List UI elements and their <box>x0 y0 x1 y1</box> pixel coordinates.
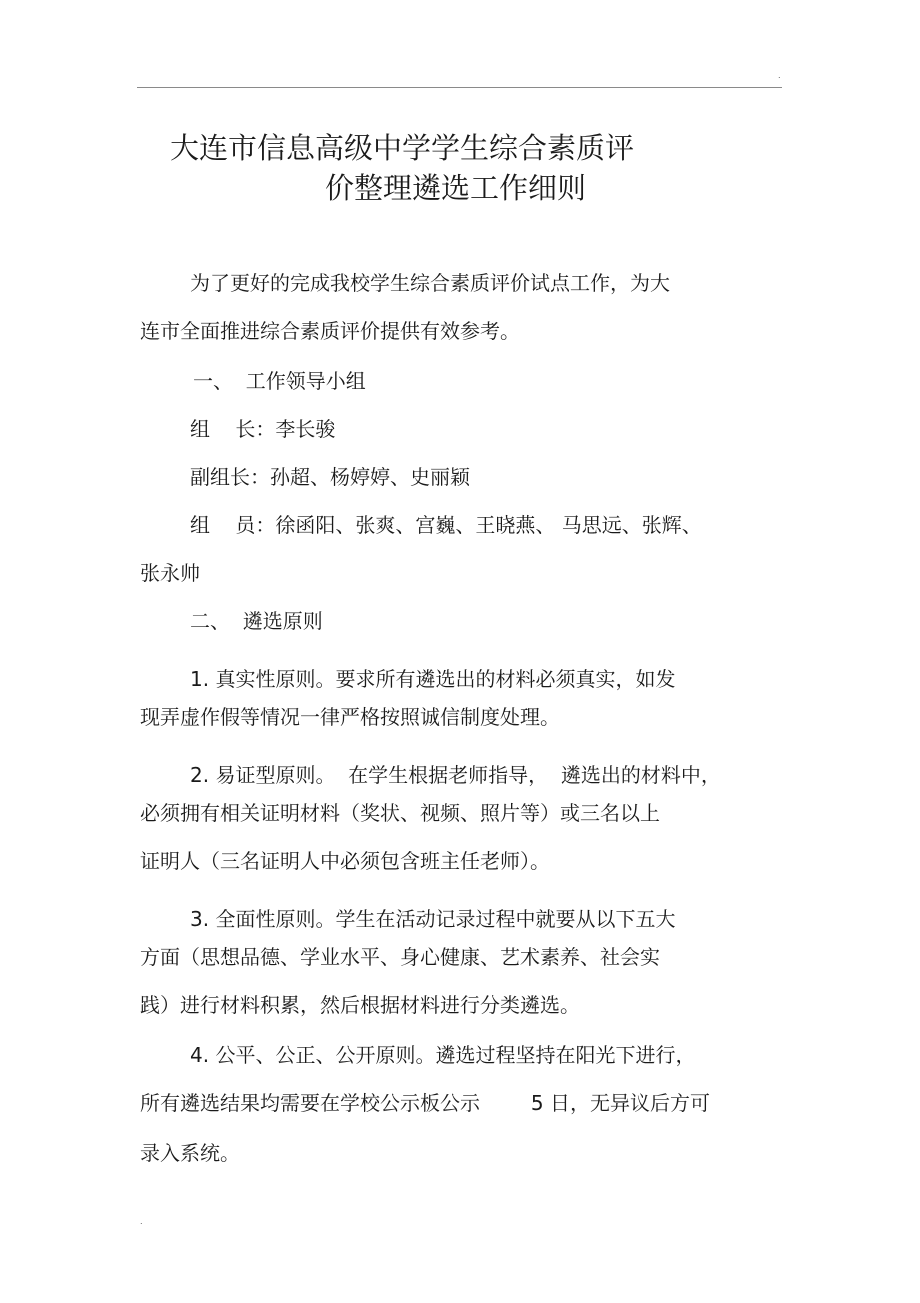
principle-4-line-2: 所有遴选结果均需要在学校公示板公示 5 日，无异议后方可 <box>140 1091 710 1115</box>
principle-2-line-2: 必须拥有相关证明材料（奖状、视频、照片等）或三名以上 <box>140 801 660 825</box>
members-line-2: 张永帅 <box>140 561 200 585</box>
principle-2-line-1: 2. 易证型原则。 在学生根据老师指导， 遴选出的材料中， <box>190 763 721 787</box>
principle-2-line-3: 证明人（三名证明人中必须包含班主任老师）。 <box>140 849 550 873</box>
principle-1-line-1: 1. 真实性原则。要求所有遴选出的材料必须真实，如发 <box>190 667 676 691</box>
deputy-line: 副组长：孙超、杨婷婷、史丽颖 <box>190 465 470 489</box>
principle-4-line-1: 4. 公平、公正、公开原则。遴选过程坚持在阳光下进行， <box>190 1043 696 1067</box>
section-2-heading: 二、 遴选原则 <box>190 609 323 633</box>
header-mark: . <box>778 71 781 80</box>
members-line-1: 组 员：徐函阳、张爽、宫巍、王晓燕、 马思远、张辉、 <box>190 513 702 537</box>
principle-4-line-3: 录入系统。 <box>140 1141 240 1165</box>
intro-line-2: 连市全面推进综合素质评价提供有效参考。 <box>140 319 520 343</box>
principle-1-line-2: 现弄虚作假等情况一律严格按照诚信制度处理。 <box>140 705 560 729</box>
leader-line: 组 长：李长骏 <box>190 417 336 441</box>
title-line-2: 价整理遴选工作细则 <box>325 171 587 205</box>
section-1-heading: 一、 工作领导小组 <box>193 369 366 393</box>
title-line-1: 大连市信息高级中学学生综合素质评 <box>170 131 635 165</box>
principle-3-line-1: 3. 全面性原则。学生在活动记录过程中就要从以下五大 <box>190 907 676 931</box>
header-rule <box>137 87 782 88</box>
footer-mark: . <box>140 1217 143 1226</box>
principle-3-line-3: 践）进行材料积累，然后根据材料进行分类遴选。 <box>140 993 580 1017</box>
principle-3-line-2: 方面（思想品德、学业水平、身心健康、艺术素养、社会实 <box>140 945 660 969</box>
intro-line-1: 为了更好的完成我校学生综合素质评价试点工作，为大 <box>190 271 670 295</box>
